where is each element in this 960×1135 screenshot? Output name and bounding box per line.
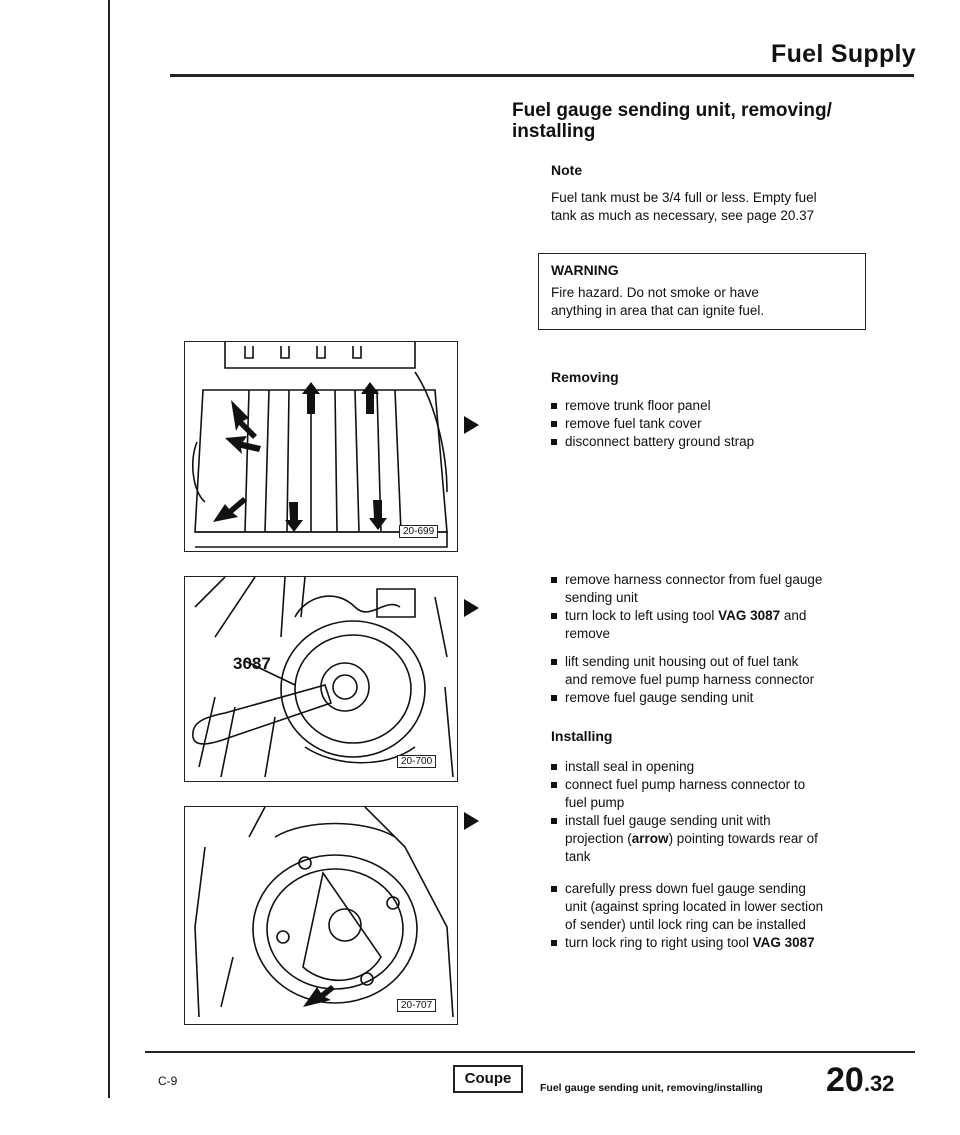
- removing-steps-2: [551, 571, 891, 643]
- figure-sending-unit: [184, 806, 458, 1025]
- list-item: [551, 934, 901, 952]
- list-item-line: carefully press down fuel gauge sending: [565, 881, 806, 896]
- list-item-line: connect fuel pump harness connector to: [565, 777, 806, 792]
- note-text: [551, 189, 881, 225]
- tool-name: VAG 3087: [718, 608, 781, 623]
- note-text-line2: tank as much as necessary, see page 20.37: [551, 208, 815, 223]
- removing-heading: Removing: [551, 369, 619, 385]
- list-item-line: remove harness connector from fuel gauge: [565, 572, 823, 587]
- warning-heading: WARNING: [551, 262, 619, 278]
- projection-arrow-icon: [303, 985, 335, 1007]
- warning-text: [551, 284, 853, 320]
- section-title-line1: Fuel gauge sending unit, removing/: [512, 100, 832, 121]
- page-header-title: Fuel Supply: [771, 40, 916, 68]
- warning-text-line1: Fire hazard. Do not smoke or have: [551, 285, 759, 300]
- figure-label: 20-707: [397, 999, 436, 1012]
- list-item: [551, 812, 891, 866]
- warning-box: [538, 253, 866, 330]
- sending-unit-illustration: [185, 807, 457, 1024]
- list-item-line: unit (against spring located in lower section: [565, 899, 824, 914]
- note-heading: Note: [551, 162, 583, 178]
- text-run: and: [780, 608, 807, 623]
- list-item: [551, 571, 891, 607]
- installing-heading: Installing: [551, 728, 613, 744]
- list-item-line: lift sending unit housing out of fuel tank: [565, 654, 799, 669]
- list-item: [551, 776, 891, 812]
- lock-ring-illustration: [185, 577, 457, 781]
- section-title-line2: installing: [512, 121, 596, 142]
- list-item: install seal in opening: [551, 758, 891, 776]
- arrow-icon: [369, 500, 387, 530]
- removing-steps-1: [551, 397, 891, 451]
- pointer-arrow-icon: [464, 599, 479, 617]
- installing-steps-1: [551, 758, 891, 866]
- page-number-sub: .32: [863, 1071, 895, 1096]
- list-item-line: [565, 607, 891, 625]
- arrow-icon: [302, 382, 320, 414]
- page-number-main: 20: [826, 1061, 864, 1099]
- list-item-line: of sender) until lock ring can be installed: [565, 917, 806, 932]
- footer-code: C-9: [158, 1074, 178, 1088]
- removing-steps-3: [551, 653, 891, 707]
- figure-label: 20-700: [397, 755, 436, 768]
- arrow-icon: [225, 436, 261, 454]
- list-item: [551, 880, 901, 934]
- figure-trunk-floor: [184, 341, 458, 552]
- page-margin-line: [108, 0, 110, 1098]
- figure-label: 20-699: [399, 525, 438, 538]
- list-item: disconnect battery ground strap: [551, 433, 891, 451]
- list-item: remove fuel tank cover: [551, 415, 891, 433]
- model-badge: Coupe: [453, 1065, 523, 1093]
- arrow-icon: [361, 382, 379, 414]
- pointer-arrow-icon: [464, 812, 479, 830]
- page-number: [826, 1061, 894, 1100]
- list-item-line: fuel pump: [565, 795, 625, 810]
- arrow-term: arrow: [631, 831, 669, 846]
- list-item: [551, 653, 891, 689]
- tool-callout: 3087: [233, 654, 271, 673]
- warning-text-line2: anything in area that can ignite fuel.: [551, 303, 765, 318]
- note-text-line1: Fuel tank must be 3/4 full or less. Empty fuel: [551, 190, 817, 205]
- installing-steps-2: [551, 880, 901, 952]
- pointer-arrow-icon: [464, 416, 479, 434]
- section-title: [512, 100, 912, 142]
- text-run: turn lock to left using tool: [565, 608, 719, 623]
- figure-lock-ring-tool: [184, 576, 458, 782]
- list-item-line: sending unit: [565, 590, 638, 605]
- tool-name: VAG 3087: [752, 935, 815, 950]
- text-run: ) pointing towards rear of: [668, 831, 818, 846]
- list-item-line: remove: [565, 626, 611, 641]
- text-run: projection (: [565, 831, 632, 846]
- arrow-icon: [231, 400, 257, 439]
- header-rule: [170, 74, 914, 77]
- list-item: remove trunk floor panel: [551, 397, 891, 415]
- text-run: turn lock ring to right using tool: [565, 935, 753, 950]
- arrow-icon: [213, 497, 247, 522]
- footer-caption: Fuel gauge sending unit, removing/installing: [540, 1082, 763, 1094]
- list-item-line: install fuel gauge sending unit with: [565, 813, 771, 828]
- list-item: [551, 607, 891, 643]
- list-item: remove fuel gauge sending unit: [551, 689, 891, 707]
- list-item-line: [565, 830, 891, 848]
- footer-rule: [145, 1051, 915, 1053]
- list-item-line: and remove fuel pump harness connector: [565, 672, 815, 687]
- list-item-line: tank: [565, 849, 591, 864]
- trunk-floor-illustration: [185, 342, 457, 551]
